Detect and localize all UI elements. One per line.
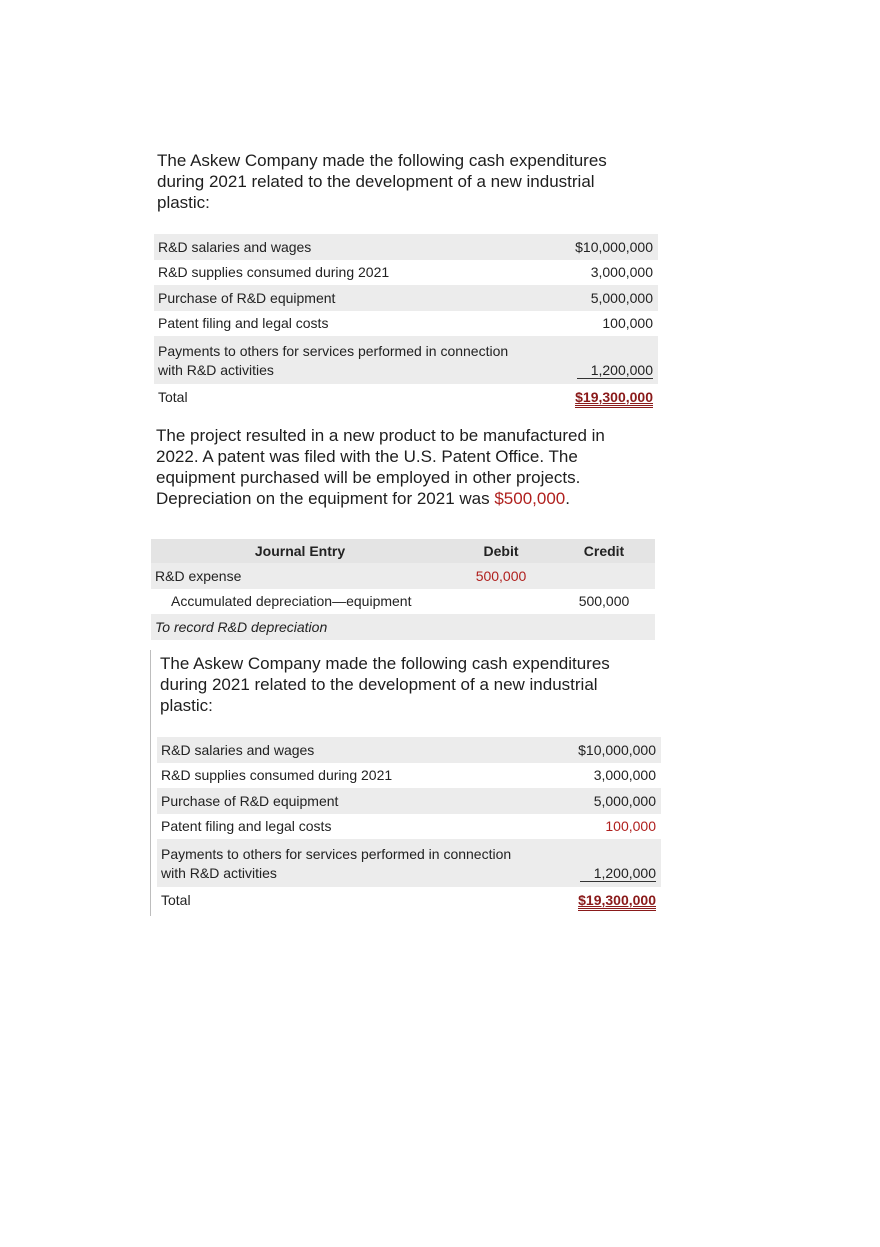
table-row: [151, 589, 655, 615]
total-amount: [563, 887, 661, 913]
row-amount: $10,000,000: [563, 737, 661, 763]
text-line: [156, 488, 605, 509]
intro-paragraph-1: [157, 150, 607, 213]
row-label-line-2: with R&D activities: [158, 362, 274, 378]
header-journal-entry: Journal Entry: [151, 539, 449, 563]
text-line: during 2021 related to the development of a new industrial: [157, 172, 595, 191]
total-amount-value: $19,300,000: [575, 389, 653, 408]
amount-underlined: 1,200,000: [580, 865, 656, 882]
row-amount: $10,000,000: [560, 234, 658, 260]
text-line: 2022. A patent was filed with the U.S. Patent Office. The: [156, 447, 578, 466]
row-amount: [560, 336, 658, 384]
row-label: R&D supplies consumed during 2021: [161, 767, 393, 784]
expenditures-table-1: [154, 234, 658, 410]
row-amount-highlighted: 100,000: [605, 818, 656, 835]
row-label-line-2: with R&D activities: [161, 865, 277, 881]
table-row: [154, 384, 658, 410]
table-header-row: [151, 539, 655, 563]
text-line: The project resulted in a new product to be manufactured in: [156, 426, 605, 445]
table-row: [157, 788, 661, 814]
total-amount-value: $19,300,000: [578, 892, 656, 911]
row-label-line-1: Payments to others for services performed in connection: [158, 343, 509, 359]
text-line: The Askew Company made the following cash expenditures: [157, 151, 607, 170]
credit-amount: [553, 563, 655, 589]
row-label: R&D salaries and wages: [157, 737, 563, 763]
debit-amount: [449, 589, 553, 615]
table-row: [157, 814, 661, 840]
text-line: plastic:: [160, 696, 213, 715]
expenditures-table-2: [157, 737, 661, 913]
row-amount: 3,000,000: [590, 264, 653, 281]
journal-memo: To record R&D depreciation: [151, 614, 449, 640]
table-row: [154, 336, 658, 384]
credit-amount: 500,000: [578, 593, 630, 610]
table-row: [151, 614, 655, 640]
vertical-divider: [150, 650, 151, 916]
row-amount: 3,000,000: [593, 767, 656, 784]
amount-underlined: 1,200,000: [577, 362, 653, 379]
row-label: Total: [158, 388, 188, 405]
debit-amount: 500,000: [449, 563, 553, 589]
row-amount: [563, 839, 661, 887]
row-amount: 5,000,000: [560, 285, 658, 311]
table-row: [151, 563, 655, 589]
row-label: [154, 336, 560, 384]
table-row: [154, 311, 658, 337]
account-name: R&D expense: [151, 563, 449, 589]
text-line: plastic:: [157, 193, 210, 212]
table-row: [157, 887, 661, 913]
table-row: [154, 260, 658, 286]
row-label: Purchase of R&D equipment: [157, 788, 563, 814]
header-credit: Credit: [553, 539, 655, 563]
row-amount: 5,000,000: [563, 788, 661, 814]
empty-cell: [553, 614, 655, 640]
text-line: The Askew Company made the following cash expenditures: [160, 654, 610, 673]
table-row: [157, 737, 661, 763]
empty-cell: [449, 614, 553, 640]
row-label: Patent filing and legal costs: [161, 818, 332, 835]
project-paragraph: [156, 425, 605, 509]
depreciation-amount: $500,000: [494, 489, 566, 508]
text-fragment: .: [565, 489, 570, 508]
row-label: Total: [161, 891, 191, 908]
text-line: equipment purchased will be employed in other projects.: [156, 468, 581, 487]
account-name: Accumulated depreciation—equipment: [171, 593, 412, 610]
row-label: Patent filing and legal costs: [158, 315, 329, 332]
text-fragment: Depreciation on the equipment for 2021 was: [156, 489, 495, 508]
intro-paragraph-2: [160, 653, 610, 716]
text-line: during 2021 related to the development of a new industrial: [160, 675, 598, 694]
total-amount: [560, 384, 658, 410]
table-row: [154, 285, 658, 311]
header-debit: Debit: [449, 539, 553, 563]
row-label: R&D supplies consumed during 2021: [158, 264, 390, 281]
row-label: Purchase of R&D equipment: [154, 285, 560, 311]
row-label: [157, 839, 563, 887]
table-row: [157, 839, 661, 887]
table-row: [157, 763, 661, 789]
row-label: R&D salaries and wages: [154, 234, 560, 260]
row-label-line-1: Payments to others for services performed in connection: [161, 846, 512, 862]
journal-entry-table: [151, 539, 655, 640]
table-row: [154, 234, 658, 260]
row-amount: 100,000: [602, 315, 653, 332]
